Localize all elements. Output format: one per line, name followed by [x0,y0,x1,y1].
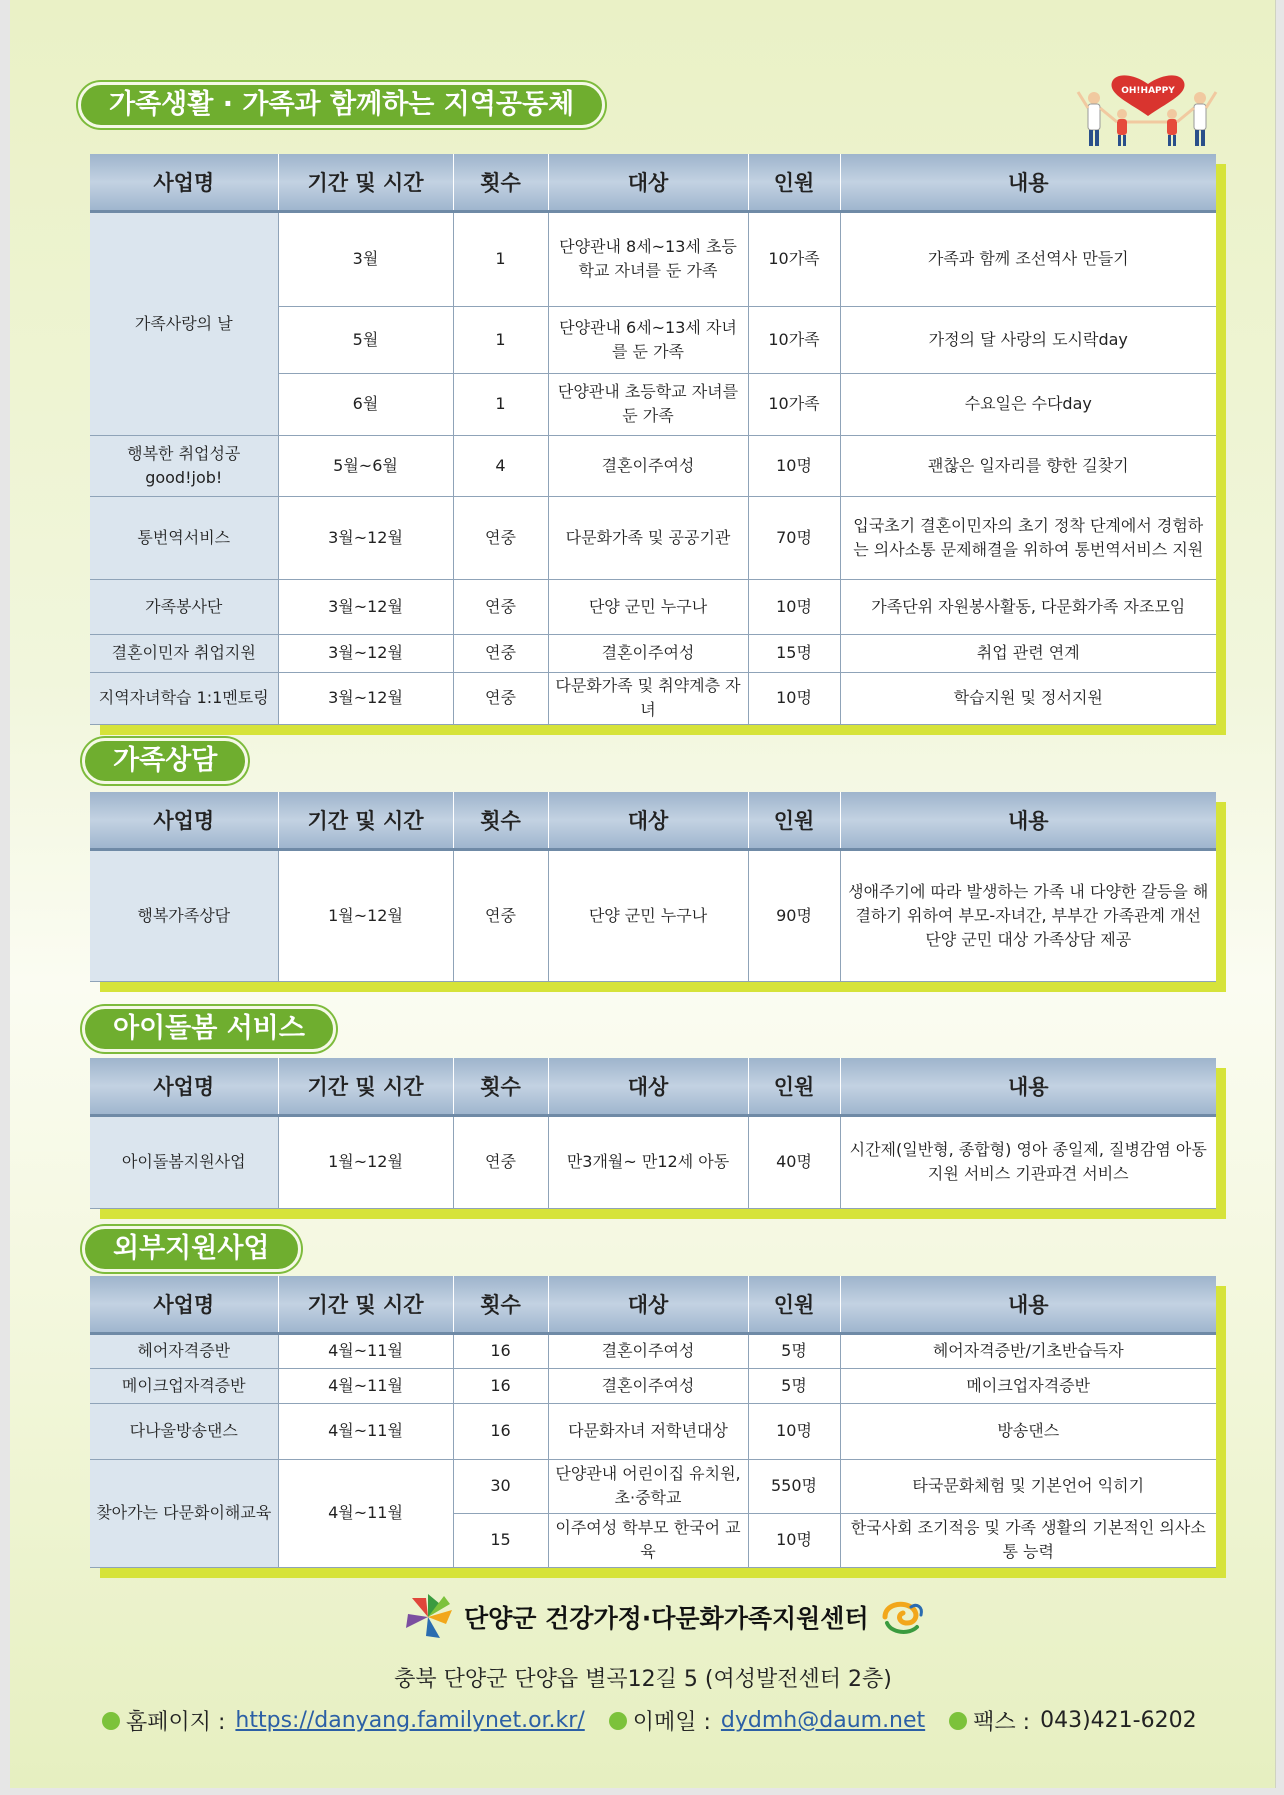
table-counseling [90,792,1216,982]
program-name: 가족봉사단 [90,579,278,634]
table-row [90,211,1216,306]
people-cell: 10명 [748,435,840,496]
table-external [90,1276,1216,1568]
count-cell: 1 [453,373,548,435]
col-header-content: 내용 [840,792,1216,849]
col-header-name: 사업명 [90,792,278,849]
col-header-people: 인원 [748,1276,840,1333]
people-cell: 10명 [748,1403,840,1459]
col-header-count: 횟수 [453,154,548,211]
target-cell: 결혼이주여성 [548,1368,748,1403]
fax-label: 팩스 : [973,1710,1031,1735]
table-header-row [90,154,1216,211]
table-row [90,1333,1216,1368]
col-header-period: 기간 및 시간 [278,792,453,849]
program-name: 메이크업자격증반 [90,1368,278,1403]
col-header-count: 횟수 [453,1276,548,1333]
bullet-dot-icon [102,1712,120,1730]
count-cell: 연중 [453,849,548,981]
col-header-target: 대상 [548,792,748,849]
content-cell: 가족단위 자원봉사활동, 다문화가족 자조모임 [840,579,1216,634]
count-cell: 15 [453,1513,548,1567]
email-label: 이메일 : [632,1710,711,1735]
period-cell: 3월~12월 [278,579,453,634]
table-row [90,496,1216,579]
content-cell: 방송댄스 [840,1403,1216,1459]
target-cell: 다문화가족 및 취약계층 자녀 [548,672,748,724]
content-cell: 한국사회 조기적응 및 가족 생활의 기본적인 의사소통 능력 [840,1513,1216,1567]
people-cell: 10가족 [748,306,840,373]
program-name: 헤어자격증반 [90,1333,278,1368]
count-cell: 연중 [453,634,548,672]
people-cell: 70명 [748,496,840,579]
section-title-childcare: 아이돌봄 서비스 [82,1006,336,1052]
col-header-people: 인원 [748,792,840,849]
content-cell: 가족과 함께 조선역사 만들기 [840,211,1216,306]
people-cell: 10명 [748,672,840,724]
banner-text: OH!HAPPY [1121,86,1175,96]
content-cell: 입국초기 결혼이민자의 초기 정착 단계에서 경험하는 의사소통 문제해결을 위하여 통번역서비스 지원 [840,496,1216,579]
table-header-row [90,1276,1216,1333]
count-cell: 1 [453,306,548,373]
target-cell: 단양 군민 누구나 [548,849,748,981]
program-name: 가족사랑의 날 [90,211,278,435]
contact-bar [102,1705,1197,1736]
count-cell: 연중 [453,496,548,579]
people-cell: 15명 [748,634,840,672]
swirl-logo-icon [877,1597,927,1637]
period-cell: 6월 [278,373,453,435]
program-name: 아이돌봄지원사업 [90,1115,278,1208]
count-cell: 16 [453,1403,548,1459]
target-cell: 결혼이주여성 [548,1333,748,1368]
col-header-period: 기간 및 시간 [278,1058,453,1115]
col-header-content: 내용 [840,154,1216,211]
target-cell: 다문화자녀 저학년대상 [548,1403,748,1459]
col-header-period: 기간 및 시간 [278,154,453,211]
period-cell: 4월~11월 [278,1459,453,1567]
target-cell: 다문화가족 및 공공기관 [548,496,748,579]
center-address: 충북 단양군 단양읍 별곡12길 5 (여성발전센터 2층) [394,1667,892,1692]
col-header-count: 횟수 [453,792,548,849]
col-header-name: 사업명 [90,154,278,211]
table-childcare-wrapper [90,1058,1216,1209]
program-name: 통번역서비스 [90,496,278,579]
col-header-name: 사업명 [90,1276,278,1333]
table-external-wrapper [90,1276,1216,1568]
program-name: 행복가족상담 [90,849,278,981]
col-header-content: 내용 [840,1276,1216,1333]
period-cell: 5월~6월 [278,435,453,496]
count-cell: 연중 [453,579,548,634]
count-cell: 16 [453,1333,548,1368]
period-cell: 4월~11월 [278,1368,453,1403]
fax-number: 043)421-6202 [1040,1708,1197,1733]
count-cell: 16 [453,1368,548,1403]
count-cell: 연중 [453,672,548,724]
bullet-dot-icon [609,1712,627,1730]
table-row [90,1403,1216,1459]
content-cell: 생애주기에 따라 발생하는 가족 내 다양한 갈등을 해결하기 위하여 부모-자녀간, 부부간 가족관계 개선 단양 군민 대상 가족상담 제공 [840,849,1216,981]
people-cell: 5명 [748,1368,840,1403]
table-community-wrapper [90,154,1216,725]
table-row [90,849,1216,981]
count-cell: 1 [453,211,548,306]
col-header-people: 인원 [748,1058,840,1115]
count-cell: 연중 [453,1115,548,1208]
table-row [90,1459,1216,1513]
table-header-row [90,1058,1216,1115]
period-cell: 5월 [278,306,453,373]
homepage-label: 홈페이지 : [126,1710,226,1735]
period-cell: 4월~11월 [278,1403,453,1459]
section-title-counseling: 가족상담 [82,738,248,784]
pinwheel-logo-icon [400,1592,456,1642]
target-cell: 단양관내 6세~13세 자녀를 둔 가족 [548,306,748,373]
program-name: 결혼이민자 취업지원 [90,634,278,672]
people-cell: 550명 [748,1459,840,1513]
table-header-row [90,792,1216,849]
target-cell: 단양관내 초등학교 자녀를 둔 가족 [548,373,748,435]
period-cell: 4월~11월 [278,1333,453,1368]
family-heart-icon [1068,72,1228,152]
table-row [90,579,1216,634]
people-cell: 40명 [748,1115,840,1208]
people-cell: 10가족 [748,211,840,306]
target-cell: 결혼이주여성 [548,435,748,496]
col-header-content: 내용 [840,1058,1216,1115]
table-community [90,154,1216,725]
period-cell: 1월~12월 [278,1115,453,1208]
table-row [90,672,1216,724]
people-cell: 10가족 [748,373,840,435]
content-cell: 헤어자격증반/기초반습득자 [840,1333,1216,1368]
col-header-people: 인원 [748,154,840,211]
col-header-target: 대상 [548,154,748,211]
period-cell: 3월~12월 [278,672,453,724]
center-logo-group [400,1592,927,1642]
table-row [90,1368,1216,1403]
table-row [90,634,1216,672]
period-cell: 3월~12월 [278,634,453,672]
target-cell: 결혼이주여성 [548,634,748,672]
target-cell: 만3개월~ 만12세 아동 [548,1115,748,1208]
col-header-target: 대상 [548,1276,748,1333]
program-name: 다나울방송댄스 [90,1403,278,1459]
count-cell: 30 [453,1459,548,1513]
count-cell: 4 [453,435,548,496]
content-cell: 수요일은 수다day [840,373,1216,435]
content-cell: 시간제(일반형, 종합형) 영아 종일제, 질병감염 아동지원 서비스 기관파견 서비스 [840,1115,1216,1208]
period-cell: 1월~12월 [278,849,453,981]
content-cell: 학습지원 및 정서지원 [840,672,1216,724]
bullet-dot-icon [949,1712,967,1730]
content-cell: 메이크업자격증반 [840,1368,1216,1403]
section-title-community: 가족생활 · 가족과 함께하는 지역공동체 [78,82,605,128]
content-cell: 가정의 달 사랑의 도시락day [840,306,1216,373]
people-cell: 90명 [748,849,840,981]
col-header-period: 기간 및 시간 [278,1276,453,1333]
flyer-page [10,0,1276,1788]
table-counseling-wrapper [90,792,1216,982]
content-cell: 타국문화체험 및 기본언어 익히기 [840,1459,1216,1513]
table-row [90,1115,1216,1208]
section-title-external: 외부지원사업 [82,1226,301,1272]
people-cell: 10명 [748,1513,840,1567]
period-cell: 3월~12월 [278,496,453,579]
content-cell: 취업 관련 연계 [840,634,1216,672]
period-cell: 3월 [278,211,453,306]
col-header-name: 사업명 [90,1058,278,1115]
center-name: 단양군 건강가정·다문화가족지원센터 [464,1604,869,1633]
col-header-count: 횟수 [453,1058,548,1115]
people-cell: 5명 [748,1333,840,1368]
target-cell: 단양관내 8세~13세 초등학교 자녀를 둔 가족 [548,211,748,306]
email-link[interactable]: dydmh@daum.net [720,1708,926,1733]
program-name: 지역자녀학습 1:1멘토링 [90,672,278,724]
target-cell: 단양 군민 누구나 [548,579,748,634]
table-childcare [90,1058,1216,1209]
table-row [90,435,1216,496]
target-cell: 단양관내 어린이집 유치원, 초·중학교 [548,1459,748,1513]
program-name: 행복한 취업성공 good!job! [90,435,278,496]
col-header-target: 대상 [548,1058,748,1115]
target-cell: 이주여성 학부모 한국어 교육 [548,1513,748,1567]
people-cell: 10명 [748,579,840,634]
content-cell: 괜찮은 일자리를 향한 길찾기 [840,435,1216,496]
program-name: 찾아가는 다문화이해교육 [90,1459,278,1567]
homepage-link[interactable]: https://danyang.familynet.or.kr/ [235,1708,585,1733]
